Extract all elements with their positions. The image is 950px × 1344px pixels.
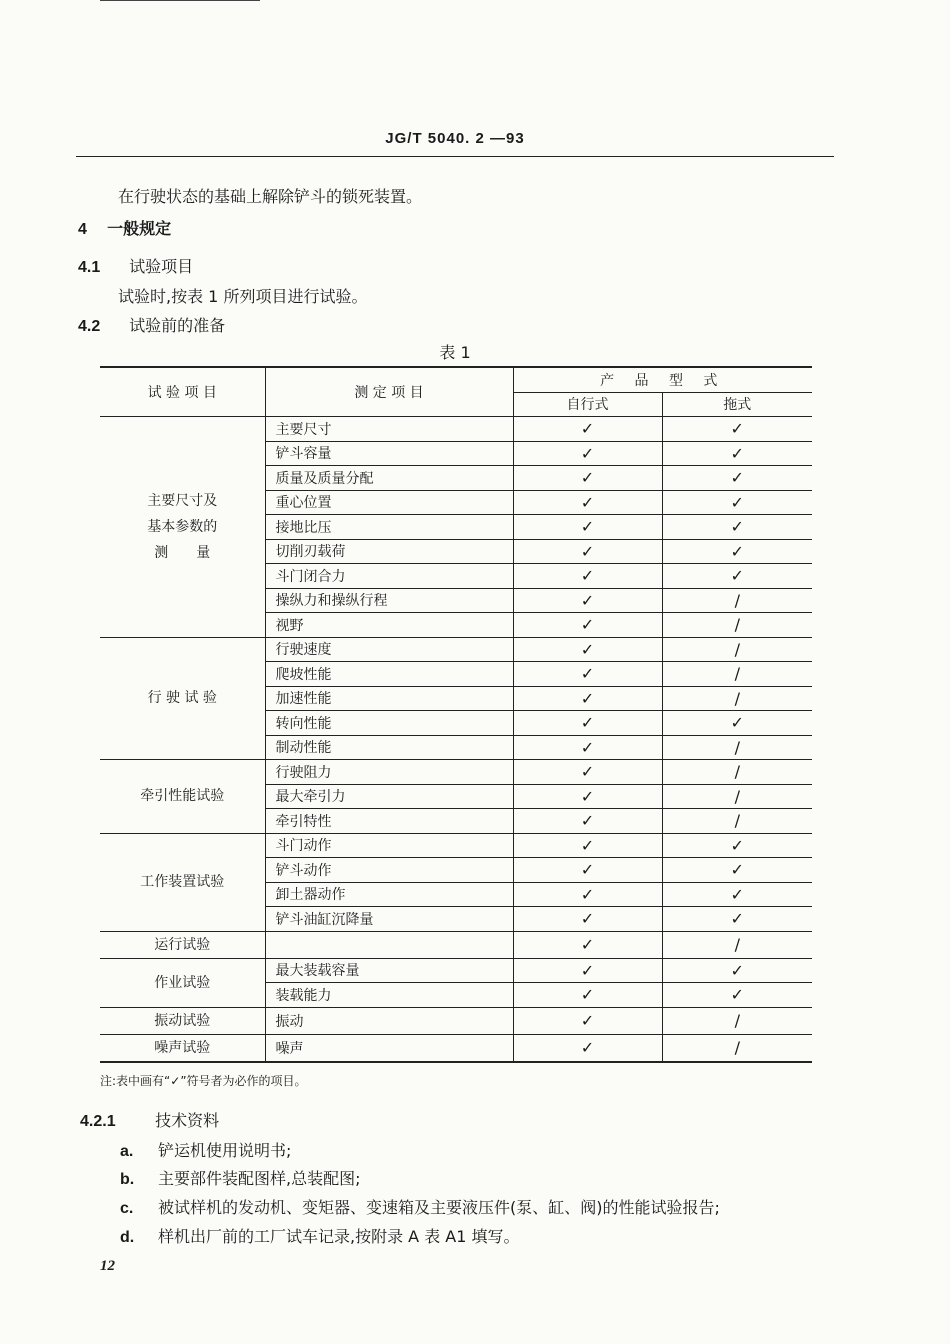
towed-mark: ✓ [662, 882, 812, 907]
self-propelled-mark: ✓ [513, 564, 662, 589]
list-label: d. [120, 1229, 135, 1246]
measure-item-cell: 转向性能 [265, 711, 513, 736]
towed-mark: / [662, 809, 812, 834]
list-text: 被试样机的发动机、变矩器、变速箱及主要液压件(泵、缸、阀)的性能试验报告; [158, 1198, 720, 1217]
list-item [120, 1224, 520, 1247]
list-label: a. [120, 1143, 134, 1160]
measure-item-cell: 铲斗油缸沉降量 [265, 907, 513, 932]
towed-mark: / [662, 931, 812, 958]
list-text: 铲运机使用说明书; [158, 1141, 292, 1160]
section-title: 试验前的准备 [129, 316, 226, 335]
section-4-1-heading [78, 254, 193, 277]
self-propelled-mark: ✓ [513, 760, 662, 785]
self-propelled-mark: ✓ [513, 958, 662, 983]
section-title: 技术资料 [155, 1111, 220, 1130]
towed-mark: / [662, 784, 812, 809]
table-body [100, 417, 812, 1062]
self-propelled-mark: ✓ [513, 907, 662, 932]
header-rule [76, 156, 834, 157]
towed-mark: ✓ [662, 490, 812, 515]
section-4-1-body: 试验时,按表 1 所列项目进行试验。 [118, 287, 368, 306]
self-propelled-mark: ✓ [513, 466, 662, 491]
self-propelled-mark: ✓ [513, 613, 662, 638]
list-label: c. [120, 1200, 134, 1217]
table-row [100, 958, 812, 983]
section-4-2-heading [78, 313, 225, 336]
self-propelled-mark: ✓ [513, 833, 662, 858]
table-row [100, 1007, 812, 1034]
self-propelled-mark: ✓ [513, 931, 662, 958]
page-number: 12 [100, 1258, 115, 1274]
towed-mark: / [662, 1007, 812, 1034]
test-group-cell: 牵引性能试验 [100, 760, 265, 834]
section-4-2-1-heading [80, 1108, 219, 1131]
towed-mark: / [662, 637, 812, 662]
towed-mark: ✓ [662, 564, 812, 589]
table-row [100, 760, 812, 785]
towed-mark: / [662, 735, 812, 760]
measure-item-cell: 切削刃载荷 [265, 539, 513, 564]
measure-item-cell: 噪声 [265, 1034, 513, 1062]
test-items-table [100, 366, 812, 1063]
measure-item-cell [265, 931, 513, 958]
header-product-type: 产 品 型 式 [513, 367, 812, 392]
table-caption: 表 1 [439, 343, 471, 362]
measure-item-cell: 主要尺寸 [265, 417, 513, 442]
self-propelled-mark: ✓ [513, 711, 662, 736]
measure-item-cell: 制动性能 [265, 735, 513, 760]
list-label: b. [120, 1171, 135, 1188]
self-propelled-mark: ✓ [513, 983, 662, 1008]
header-self-propelled: 自行式 [513, 392, 662, 417]
self-propelled-mark: ✓ [513, 637, 662, 662]
towed-mark: ✓ [662, 417, 812, 442]
self-propelled-mark: ✓ [513, 515, 662, 540]
list-item [120, 1138, 291, 1161]
towed-mark: / [662, 686, 812, 711]
towed-mark: ✓ [662, 907, 812, 932]
measure-item-cell: 牵引特性 [265, 809, 513, 834]
measure-item-cell: 斗门闭合力 [265, 564, 513, 589]
table-row [100, 931, 812, 958]
section-number: 4 [78, 221, 87, 238]
self-propelled-mark: ✓ [513, 490, 662, 515]
measure-item-cell: 爬坡性能 [265, 662, 513, 687]
measure-item-cell: 操纵力和操纵行程 [265, 588, 513, 613]
list-text: 主要部件装配图样,总装配图; [158, 1169, 361, 1188]
towed-mark: ✓ [662, 539, 812, 564]
header-towed: 拖式 [662, 392, 812, 417]
self-propelled-mark: ✓ [513, 662, 662, 687]
section-4-heading [78, 216, 171, 239]
self-propelled-mark: ✓ [513, 1034, 662, 1062]
self-propelled-mark: ✓ [513, 441, 662, 466]
section-number: 4.2.1 [80, 1113, 116, 1130]
self-propelled-mark: ✓ [513, 417, 662, 442]
towed-mark: / [662, 1034, 812, 1062]
test-group-cell: 主要尺寸及 基本参数的 测 量 [100, 417, 265, 638]
measure-item-cell: 接地比压 [265, 515, 513, 540]
self-propelled-mark: ✓ [513, 588, 662, 613]
towed-mark: ✓ [662, 466, 812, 491]
self-propelled-mark: ✓ [513, 1007, 662, 1034]
self-propelled-mark: ✓ [513, 686, 662, 711]
towed-mark: / [662, 613, 812, 638]
table-row [100, 417, 812, 442]
measure-item-cell: 行驶速度 [265, 637, 513, 662]
list-item [120, 1166, 360, 1189]
measure-item-cell: 行驶阻力 [265, 760, 513, 785]
section-title: 一般规定 [107, 219, 172, 238]
measure-item-cell: 铲斗动作 [265, 858, 513, 883]
towed-mark: ✓ [662, 711, 812, 736]
section-number: 4.1 [78, 259, 101, 276]
towed-mark: ✓ [662, 858, 812, 883]
self-propelled-mark: ✓ [513, 539, 662, 564]
towed-mark: ✓ [662, 958, 812, 983]
measure-item-cell: 质量及质量分配 [265, 466, 513, 491]
towed-mark: / [662, 760, 812, 785]
measure-item-cell: 斗门动作 [265, 833, 513, 858]
towed-mark: ✓ [662, 515, 812, 540]
measure-item-cell: 重心位置 [265, 490, 513, 515]
test-group-cell: 噪声试验 [100, 1034, 265, 1062]
top-edge-line [100, 0, 260, 1]
towed-mark: ✓ [662, 833, 812, 858]
header-test-item: 试 验 项 目 [100, 367, 265, 417]
measure-item-cell: 装载能力 [265, 983, 513, 1008]
self-propelled-mark: ✓ [513, 882, 662, 907]
measure-item-cell: 加速性能 [265, 686, 513, 711]
test-group-cell: 振动试验 [100, 1007, 265, 1034]
table-row [100, 1034, 812, 1062]
measure-item-cell: 最大装载容量 [265, 958, 513, 983]
header-measure-item: 测 定 项 目 [265, 367, 513, 417]
section-title: 试验项目 [129, 257, 194, 276]
towed-mark: / [662, 588, 812, 613]
self-propelled-mark: ✓ [513, 735, 662, 760]
list-item [120, 1195, 720, 1218]
intro-paragraph: 在行驶状态的基础上解除铲斗的锁死装置。 [118, 187, 423, 206]
test-group-cell: 行 驶 试 验 [100, 637, 265, 760]
towed-mark: ✓ [662, 983, 812, 1008]
self-propelled-mark: ✓ [513, 784, 662, 809]
standard-code: JG/T 5040. 2 —93 [385, 130, 525, 147]
section-number: 4.2 [78, 318, 101, 335]
table-note: 注:表中画有“✓”符号者为必作的项目。 [100, 1074, 307, 1088]
list-text: 样机出厂前的工厂试车记录,按附录 A 表 A1 填写。 [158, 1227, 520, 1246]
table-row [100, 637, 812, 662]
self-propelled-mark: ✓ [513, 858, 662, 883]
test-group-cell: 作业试验 [100, 958, 265, 1007]
test-group-cell: 运行试验 [100, 931, 265, 958]
measure-item-cell: 卸土器动作 [265, 882, 513, 907]
measure-item-cell: 视野 [265, 613, 513, 638]
test-group-cell: 工作装置试验 [100, 833, 265, 931]
table-row [100, 833, 812, 858]
measure-item-cell: 铲斗容量 [265, 441, 513, 466]
measure-item-cell: 振动 [265, 1007, 513, 1034]
self-propelled-mark: ✓ [513, 809, 662, 834]
measure-item-cell: 最大牵引力 [265, 784, 513, 809]
towed-mark: ✓ [662, 441, 812, 466]
towed-mark: / [662, 662, 812, 687]
